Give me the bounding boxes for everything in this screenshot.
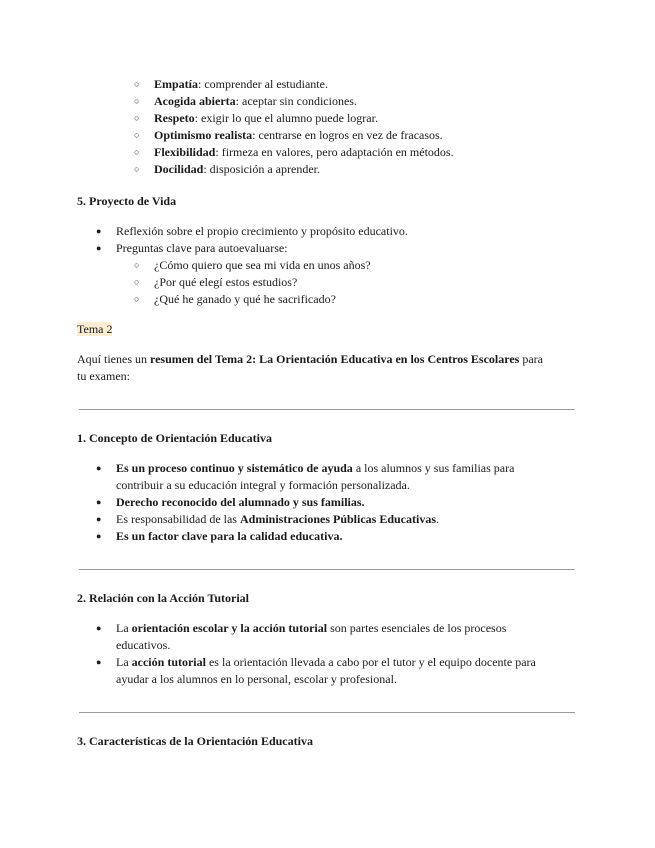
bullet-icon: ● (96, 226, 102, 236)
tema-label: Tema 2 (77, 322, 113, 336)
list-item: Acogida abierta: aceptar sin condiciones. (154, 94, 357, 108)
list-item: Reflexión sobre el propio crecimiento y propósito educativo. (116, 224, 408, 238)
bullet-icon: ● (96, 243, 102, 253)
hollow-bullet-icon: ○ (134, 277, 140, 287)
list-item: ¿Qué he ganado y qué he sacrificado? (154, 292, 336, 306)
bullet-icon: ● (96, 497, 102, 507)
list-item-continuation: educativos. (116, 638, 171, 652)
divider (79, 712, 575, 713)
list-item: Es responsabilidad de las Administraciones Públicas Educativas. (116, 512, 440, 526)
hollow-bullet-icon: ○ (134, 294, 140, 304)
section-heading-accion-tutorial: 2. Relación con la Acción Tutorial (77, 591, 250, 605)
list-item: ¿Cómo quiero que sea mi vida en unos años? (154, 258, 371, 272)
divider (79, 409, 575, 410)
hollow-bullet-icon: ○ (134, 79, 140, 89)
list-item: Preguntas clave para autoevaluarse: (116, 241, 288, 255)
bullet-icon: ● (96, 531, 102, 541)
section-heading-caracteristicas: 3. Características de la Orientación Educativa (77, 734, 313, 748)
hollow-bullet-icon: ○ (134, 113, 140, 123)
list-item-continuation: ayudar a los alumnos en lo personal, escolar y profesional. (116, 672, 397, 686)
list-item: ¿Por qué elegí estos estudios? (154, 275, 298, 289)
divider (79, 569, 575, 570)
intro-paragraph-line-2: tu examen: (77, 369, 130, 383)
bullet-icon: ● (96, 463, 102, 473)
list-item: Es un proceso continuo y sistemático de ayuda a los alumnos y sus familias para (116, 461, 515, 475)
hollow-bullet-icon: ○ (134, 260, 140, 270)
list-item: Derecho reconocido del alumnado y sus familias. (116, 495, 365, 509)
bullet-icon: ● (96, 514, 102, 524)
list-item-continuation: contribuir a su educación integral y formación personalizada. (116, 478, 410, 492)
section-heading-concepto: 1. Concepto de Orientación Educativa (77, 431, 272, 445)
list-item: Es un factor clave para la calidad educativa. (116, 529, 343, 543)
hollow-bullet-icon: ○ (134, 147, 140, 157)
bullet-icon: ● (96, 657, 102, 667)
section-heading-proyecto-de-vida: 5. Proyecto de Vida (77, 194, 177, 208)
hollow-bullet-icon: ○ (134, 164, 140, 174)
hollow-bullet-icon: ○ (134, 96, 140, 106)
list-item: Respeto: exigir lo que el alumno puede lograr. (154, 111, 378, 125)
list-item: Docilidad: disposición a aprender. (154, 162, 320, 176)
bullet-icon: ● (96, 623, 102, 633)
list-item: Optimismo realista: centrarse en logros en vez de fracasos. (154, 128, 443, 142)
list-item: Flexibilidad: firmeza en valores, pero adaptación en métodos. (154, 145, 454, 159)
intro-paragraph-line-1: Aquí tienes un resumen del Tema 2: La Orientación Educativa en los Centros Escolares para (77, 352, 543, 366)
list-item: La orientación escolar y la acción tutorial son partes esenciales de los procesos (116, 621, 507, 635)
list-item: La acción tutorial es la orientación llevada a cabo por el tutor y el equipo docente para (116, 655, 536, 669)
list-item: Empatía: comprender al estudiante. (154, 77, 328, 91)
hollow-bullet-icon: ○ (134, 130, 140, 140)
